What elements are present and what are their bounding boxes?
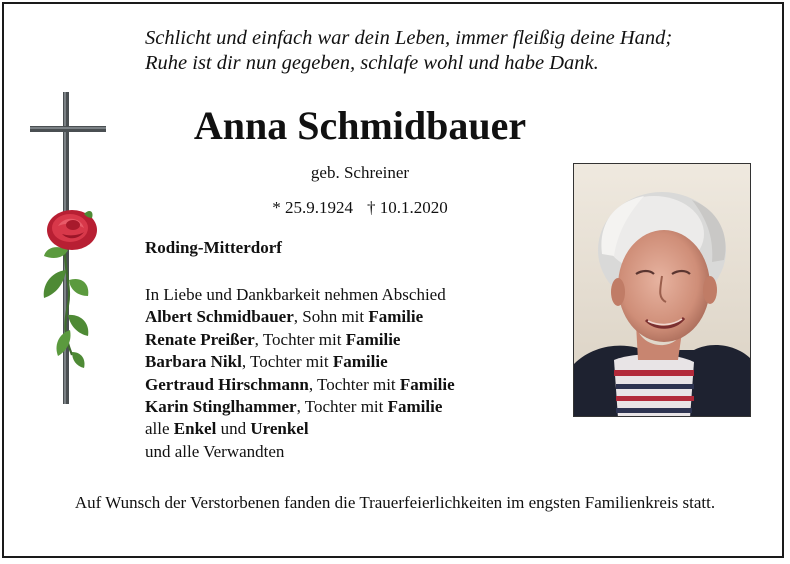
- mourner-line: [145, 306, 455, 328]
- mourner-family: Familie: [345, 329, 401, 349]
- verse: [145, 26, 765, 76]
- mourner-line: [145, 396, 455, 418]
- mourner-line: [145, 374, 455, 396]
- verse-line-2: Ruhe ist dir nun gegeben, schlafe wohl und habe Dank.: [145, 52, 599, 74]
- grandchildren: Enkel: [173, 419, 217, 439]
- mourner-line: [145, 329, 455, 351]
- mourner-family: Familie: [332, 352, 388, 372]
- mourner-family: Familie: [399, 374, 455, 394]
- verse-line-1: Schlicht und einfach war dein Leben, immer fleißig deine Hand;: [145, 27, 673, 49]
- mourners-intro: In Liebe und Dankbarkeit nehmen Abschied: [145, 285, 446, 304]
- grandchildren-and: und: [216, 419, 251, 439]
- cross-with-rose-icon: [28, 90, 110, 406]
- mourner-relation: , Tochter mit: [308, 374, 400, 394]
- mourner-name: Barbara Nikl: [145, 352, 242, 372]
- mourner-name: Karin Stinglhammer: [145, 396, 297, 416]
- grandchildren-line: [145, 418, 455, 440]
- mourners-list: [145, 284, 455, 463]
- deceased-name: Anna Schmidbauer: [193, 103, 527, 148]
- birth-date: * 25.9.1924: [272, 198, 353, 217]
- place-of-residence: Roding-Mitterdorf: [145, 238, 282, 257]
- footer-note: Auf Wunsch der Verstorbenen fanden die Trauerfeierlichkeiten im engsten Familienkreis statt.: [74, 493, 716, 512]
- mourner-family: Familie: [368, 307, 424, 327]
- mourner-name: Albert Schmidbauer: [145, 307, 294, 327]
- mourner-relation: , Tochter mit: [296, 396, 388, 416]
- great-grandchildren: Urenkel: [250, 419, 309, 439]
- grandchildren-prefix: alle: [145, 419, 174, 439]
- mourner-relation: , Tochter mit: [241, 352, 333, 372]
- mourner-relation: , Tochter mit: [254, 329, 346, 349]
- mourner-line: [145, 351, 455, 373]
- life-dates: [170, 197, 550, 219]
- mourner-name: Gertraud Hirschmann: [145, 374, 309, 394]
- portrait-photo: [573, 163, 751, 417]
- relatives-line: und alle Verwandten: [145, 441, 285, 461]
- mourner-family: Familie: [387, 396, 443, 416]
- death-date: † 10.1.2020: [367, 198, 448, 217]
- mourner-name: Renate Preißer: [145, 329, 255, 349]
- maiden-name: geb. Schreiner: [310, 163, 410, 182]
- mourner-relation: , Sohn mit: [293, 307, 369, 327]
